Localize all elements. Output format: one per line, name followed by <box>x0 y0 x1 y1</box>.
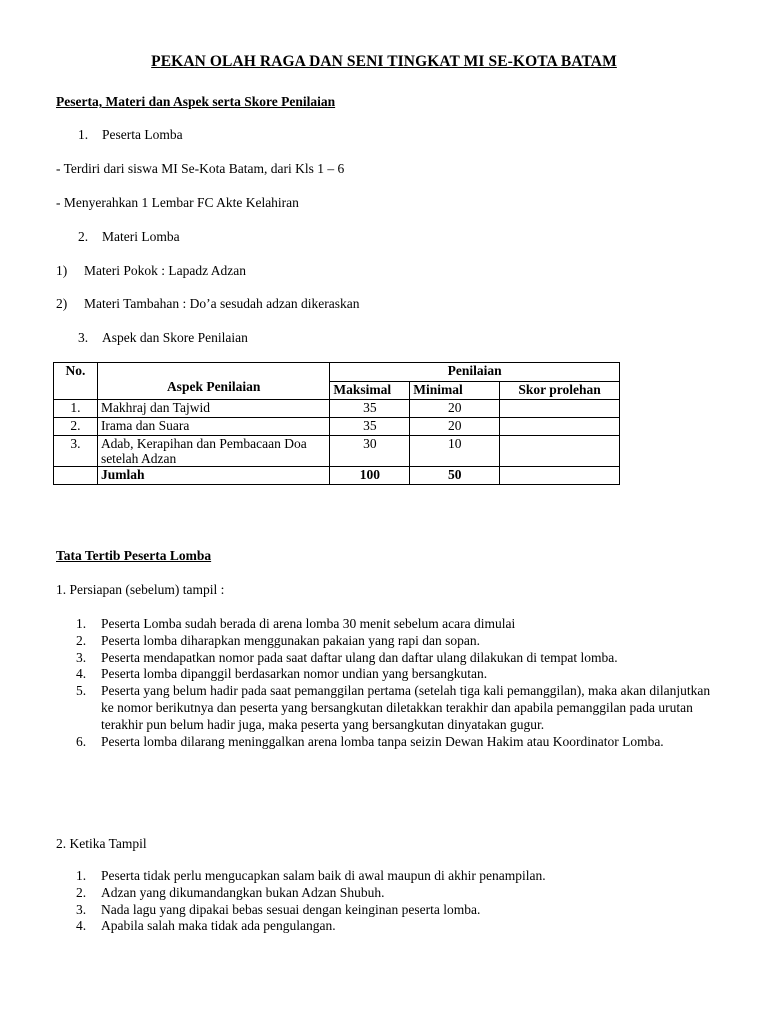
list-text: Apabila salah maka tidak ada pengulangan. <box>101 918 336 934</box>
cell-no: 1. <box>54 400 98 418</box>
cell-minimal: 20 <box>410 417 500 435</box>
list-text: Peserta mendapatkan nomor pada saat daftar ulang dan daftar ulang dilakukan di tempat lomba. <box>101 649 618 665</box>
list-item <box>56 734 716 751</box>
list-text: Adzan yang dikumandangkan bukan Adzan Shubuh. <box>101 884 385 900</box>
item-number: 2. <box>78 229 89 244</box>
cell-maksimal: 35 <box>330 400 410 418</box>
cell-minimal: 20 <box>410 400 500 418</box>
table-header-row <box>54 363 620 382</box>
list-item <box>56 868 716 885</box>
score-table <box>53 362 620 485</box>
materi-text: Materi Pokok : Lapadz Adzan <box>84 263 246 278</box>
list-number: 2. <box>76 884 87 900</box>
cell-skor <box>500 400 620 418</box>
item-aspek-skore <box>78 330 248 347</box>
list-text: Peserta lomba diharapkan menggunakan pakaian yang rapi dan sopan. <box>101 632 480 648</box>
cell-no: 3. <box>54 435 98 466</box>
list-item <box>56 918 716 935</box>
cell-total-skor <box>500 466 620 484</box>
item-label: Materi Lomba <box>102 229 180 244</box>
list-number: 4. <box>76 666 87 682</box>
list-item <box>56 885 716 902</box>
header-no: No. <box>54 363 98 400</box>
cell-aspek: Makhraj dan Tajwid <box>97 400 329 418</box>
list-text: Peserta Lomba sudah berada di arena lomba 30 menit sebelum acara dimulai <box>101 616 516 631</box>
item-number: 3. <box>78 330 89 345</box>
item-label: Aspek dan Skore Penilaian <box>102 330 248 345</box>
ketika-tampil-label: 2. Ketika Tampil <box>56 836 147 851</box>
document-title: PEKAN OLAH RAGA DAN SENI TINGKAT MI SE-KOTA BATAM <box>151 53 617 70</box>
table-row <box>54 417 620 435</box>
list-item <box>56 633 716 650</box>
table-total-row <box>54 466 620 484</box>
list-text: Peserta lomba dilarang meninggalkan arena lomba tanpa seizin Dewan Hakim atau Koordinator Lomba. <box>101 733 664 749</box>
cell-total-minimal: 50 <box>410 466 500 484</box>
list-item <box>56 666 716 683</box>
cell-maksimal: 30 <box>330 435 410 466</box>
ketika-tampil-list <box>56 868 716 935</box>
cell-aspek: Adab, Kerapihan dan Pembacaan Doa setelah Adzan <box>97 435 329 466</box>
list-item <box>56 683 716 733</box>
cell-total-maksimal: 100 <box>330 466 410 484</box>
list-number: 5. <box>76 683 87 699</box>
cell-maksimal: 35 <box>330 417 410 435</box>
cell-total-label: Jumlah <box>97 466 329 484</box>
materi-line-2 <box>56 296 359 313</box>
list-number: 4. <box>76 918 87 934</box>
table-row <box>54 400 620 418</box>
section-heading-tata-tertib: Tata Tertib Peserta Lomba <box>56 548 212 563</box>
cell-aspek: Irama dan Suara <box>97 417 329 435</box>
list-item <box>56 616 716 633</box>
header-penilaian: Penilaian <box>330 363 620 382</box>
cell-no: 2. <box>54 417 98 435</box>
item-label: Peserta Lomba <box>102 127 183 142</box>
peserta-line-2: - Menyerahkan 1 Lembar FC Akte Kelahiran <box>56 195 299 210</box>
list-number: 3. <box>76 649 87 665</box>
list-text: Peserta lomba dipanggil berdasarkan nomor undian yang bersangkutan. <box>101 666 488 682</box>
list-number: 3. <box>76 901 87 917</box>
materi-line-1 <box>56 263 246 280</box>
list-item <box>56 902 716 919</box>
table-row <box>54 435 620 466</box>
header-aspek: Aspek Penilaian <box>97 363 329 400</box>
list-number: 1. <box>76 868 87 883</box>
header-minimal: Minimal <box>410 381 500 400</box>
list-item <box>56 650 716 667</box>
persiapan-list <box>56 616 716 750</box>
list-text: Peserta yang belum hadir pada saat pemanggilan pertama (setelah tiga kali pemanggilan), maka akan dilanjutkan ke nomor berikutnya dan peserta yang bersangkutan diletakkan terakhir dan apabila pemanggilan pada urutan terakhir pun belum hadir juga, maka peserta yang bersangkutan dinyatakan gugur. <box>101 683 711 732</box>
persiapan-label: 1. Persiapan (sebelum) tampil : <box>56 582 225 597</box>
cell-minimal: 10 <box>410 435 500 466</box>
item-peserta-lomba <box>78 127 183 144</box>
list-text: Nada lagu yang dipakai bebas sesuai dengan keinginan peserta lomba. <box>101 901 481 917</box>
peserta-line-1: - Terdiri dari siswa MI Se-Kota Batam, dari Kls 1 – 6 <box>56 161 345 176</box>
list-number: 2. <box>76 632 87 648</box>
item-number: 1. <box>78 127 89 142</box>
list-number: 6. <box>76 733 87 749</box>
cell-skor <box>500 435 620 466</box>
item-materi-lomba <box>78 229 180 246</box>
header-skor: Skor prolehan <box>500 381 620 400</box>
list-text: Peserta tidak perlu mengucapkan salam baik di awal maupun di akhir penampilan. <box>101 868 546 883</box>
materi-text: Materi Tambahan : Do’a sesudah adzan dikeraskan <box>84 296 360 311</box>
list-number: 1. <box>76 616 87 631</box>
materi-number: 1) <box>56 263 68 278</box>
materi-number: 2) <box>56 296 68 311</box>
cell-skor <box>500 417 620 435</box>
cell-no <box>54 466 98 484</box>
header-maksimal: Maksimal <box>330 381 410 400</box>
section-heading-peserta: Peserta, Materi dan Aspek serta Skore Penilaian <box>56 94 336 109</box>
